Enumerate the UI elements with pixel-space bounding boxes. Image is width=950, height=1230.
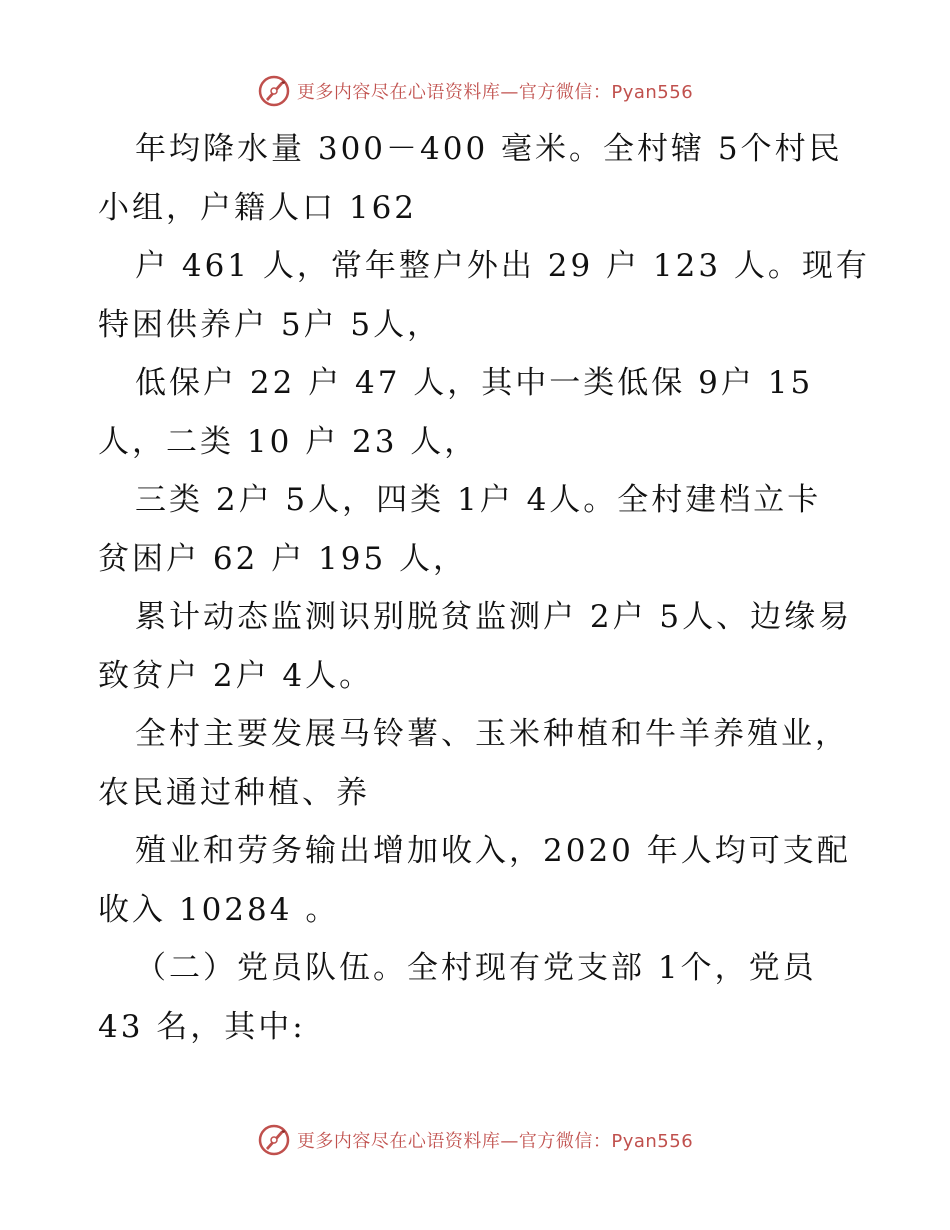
paragraph-line: 收入 10284 。 [98, 891, 340, 928]
paragraph-line: 殖业和劳务输出增加收入，2020 年人均可支配 [135, 833, 851, 869]
paragraph-line: 户 461 人，常年整户外出 29 户 123 人。现有 [135, 248, 870, 284]
paragraph-line: 人，二类 10 户 23 人， [98, 423, 479, 460]
footer-banner [0, 1120, 950, 1160]
header-banner-text: 更多内容尽在心语资料库—官方微信：Pyan556 [296, 82, 694, 103]
header-banner [0, 71, 950, 111]
paragraph-line: 小组，户籍人口 162 [98, 189, 418, 226]
paragraph-line: 年均降水量 300－400 毫米。全村辖 5个村民 [135, 131, 843, 167]
paragraph-line: 全村主要发展马铃薯、玉米种植和牛羊养殖业， [135, 716, 849, 752]
paragraph-line: 贫困户 62 户 195 人， [98, 540, 468, 577]
paragraph-line: 特困供养户 5户 5人， [98, 306, 442, 343]
quill-logo-icon [257, 74, 291, 108]
paragraph-line: 致贫户 2户 4人。 [98, 657, 374, 694]
header-banner-content [257, 74, 693, 108]
footer-banner-content [257, 1123, 693, 1157]
paragraph-line: 农民通过种植、养 [98, 774, 370, 811]
paragraph-line: （二）党员队伍。全村现有党支部 1个，党员 [135, 950, 817, 986]
footer-banner-text: 更多内容尽在心语资料库—官方微信：Pyan556 [296, 1131, 694, 1152]
paragraph-line: 累计动态监测识别脱贫监测户 2户 5人、边缘易 [135, 599, 853, 635]
paragraph-line: 43 名，其中: [98, 1008, 306, 1045]
paragraph-line: 低保户 22 户 47 人，其中一类低保 9户 15 [135, 365, 814, 401]
paragraph-line: 三类 2户 5人，四类 1户 4人。全村建档立卡 [135, 482, 822, 518]
document-body [98, 120, 870, 1056]
quill-logo-icon [257, 1123, 291, 1157]
